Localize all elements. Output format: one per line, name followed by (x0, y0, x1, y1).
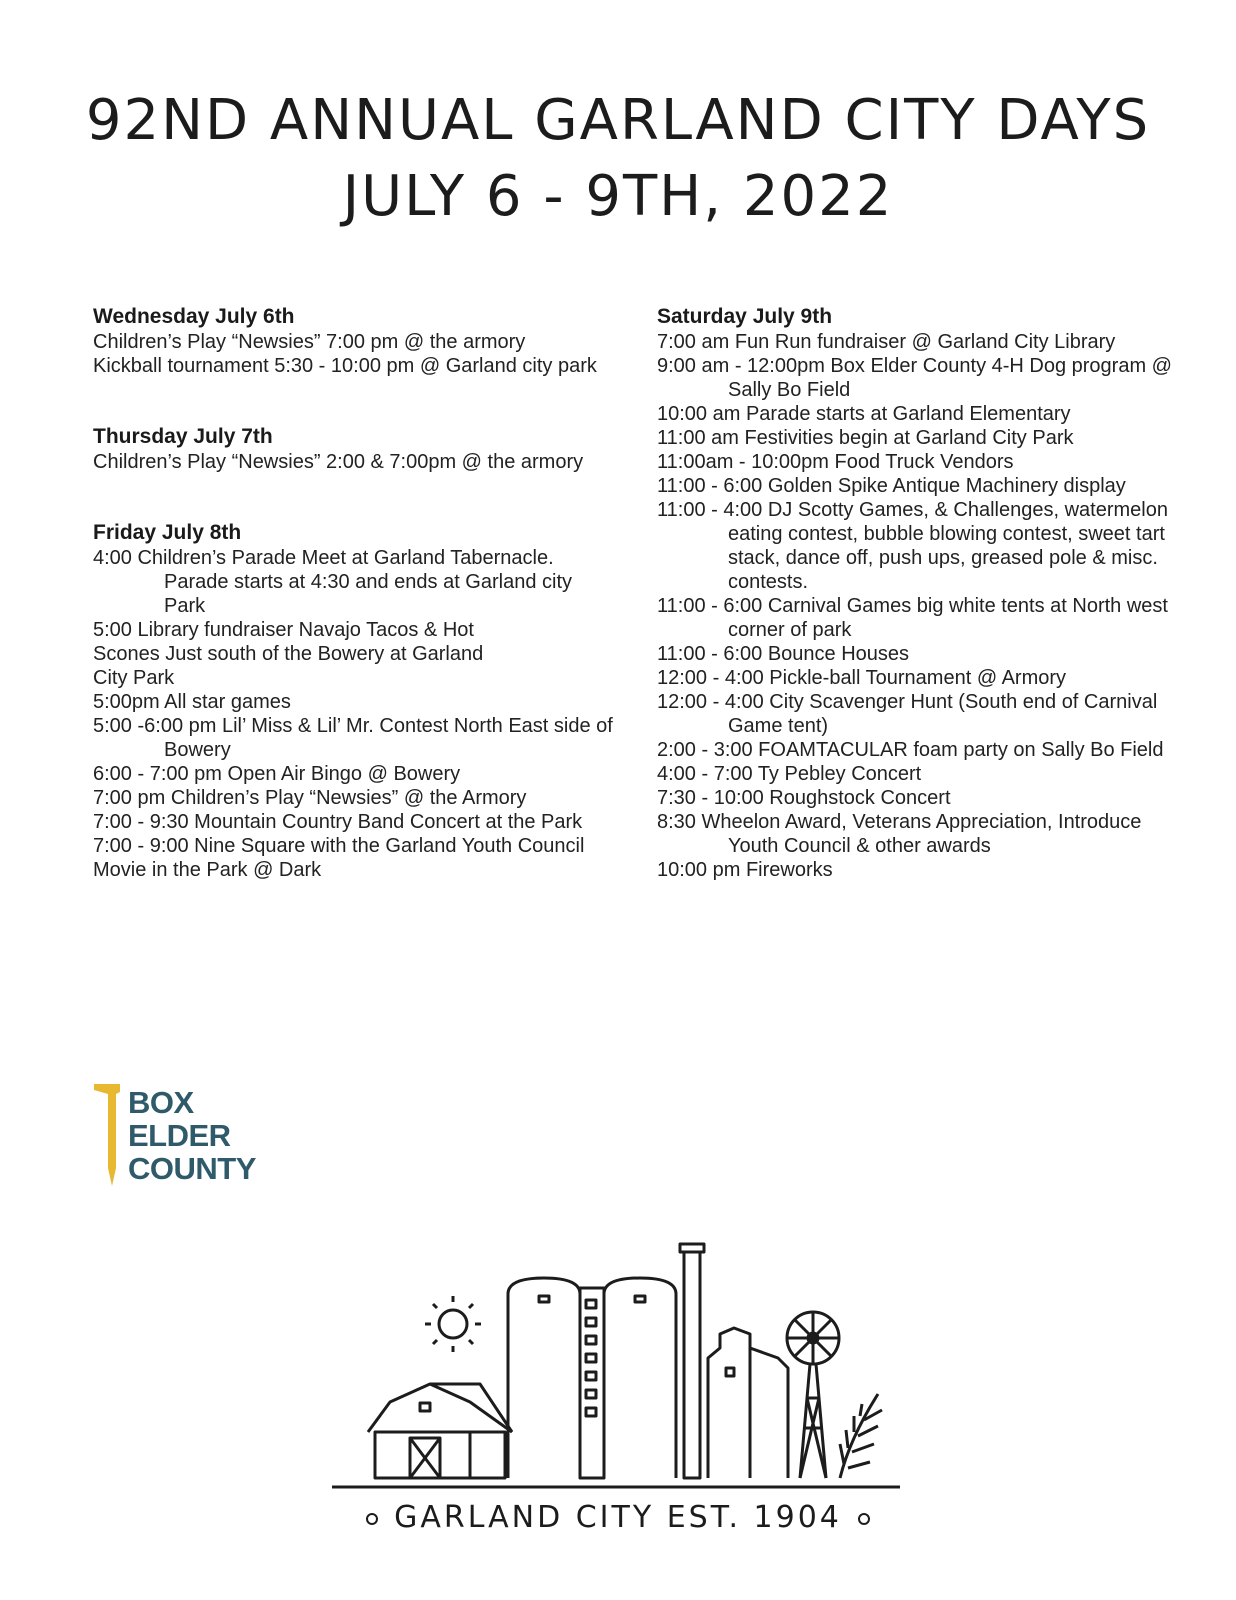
schedule-entry: 7:00 am Fun Run fundraiser @ Garland City Library (657, 331, 1116, 353)
day-heading: Thursday July 7th (93, 425, 273, 448)
schedule-entry: Movie in the Park @ Dark (93, 859, 322, 881)
logo-line: BOX (128, 1085, 194, 1120)
grain-elevator-icon (708, 1328, 788, 1478)
schedule-entry: 12:00 - 4:00 City Scavenger Hunt (South end of Carnival Game tent) (657, 691, 1158, 737)
schedule-entry: 11:00 am Festivities begin at Garland City Park (657, 427, 1074, 449)
schedule-entry: 5:00 -6:00 pm Lil’ Miss & Lil’ Mr. Contest North East side of Bowery (93, 715, 613, 761)
schedule-entry: 9:00 am - 12:00pm Box Elder County 4-H Dog program @ Sally Bo Field (657, 355, 1172, 401)
schedule-entry: 8:30 Wheelon Award, Veterans Appreciation, Introduce Youth Council & other awards (657, 811, 1142, 857)
schedule-entry: 7:30 - 10:00 Roughstock Concert (657, 787, 951, 809)
bullet-icon (366, 1513, 378, 1525)
schedule-right-column (657, 304, 1177, 928)
schedule-entry: 5:00 Library fundraiser Navajo Tacos & Hot Scones Just south of the Bowery at Garland City Park (93, 619, 484, 689)
day-heading: Wednesday July 6th (93, 305, 295, 328)
schedule-entry: 5:00pm All star games (93, 691, 291, 713)
bullet-icon (858, 1513, 870, 1525)
box-elder-county-logo (92, 1082, 292, 1192)
schedule-entry: 4:00 Children’s Parade Meet at Garland Tabernacle. Parade starts at 4:30 and ends at Garland city Park (93, 547, 573, 617)
barn-icon (368, 1384, 512, 1478)
schedule-entry: 11:00 - 6:00 Golden Spike Antique Machinery display (657, 475, 1126, 497)
sun-icon (425, 1296, 481, 1352)
schedule-entry: 7:00 pm Children’s Play “Newsies” @ the Armory (93, 787, 527, 809)
schedule-entry: 2:00 - 3:00 FOAMTACULAR foam party on Sally Bo Field (657, 739, 1164, 761)
windmill-icon (787, 1312, 839, 1478)
day-wednesday (93, 304, 613, 378)
schedule-entry: Children’s Play “Newsies” 7:00 pm @ the armory (93, 331, 526, 353)
logo-line: ELDER (128, 1118, 231, 1153)
footer-tagline (0, 1500, 1236, 1535)
page-title: 92ND ANNUAL GARLAND CITY DAYS (85, 88, 1151, 153)
farm-skyline-illustration (330, 1238, 910, 1500)
schedule-entry: 6:00 - 7:00 pm Open Air Bingo @ Bowery (93, 763, 461, 785)
schedule-entry: Children’s Play “Newsies” 2:00 & 7:00pm @ the armory (93, 451, 584, 473)
grain-silos-icon (508, 1278, 676, 1478)
footer-text: GARLAND CITY EST. 1904 (394, 1500, 842, 1535)
day-thursday (93, 424, 613, 474)
golden-spike-icon (92, 1082, 128, 1192)
schedule-entry: 11:00 - 4:00 DJ Scotty Games, & Challenges, watermelon eating contest, bubble blowing contest, sweet tart stack, dance off, push ups, greased pole & misc. contests. (657, 499, 1168, 593)
day-heading: Friday July 8th (93, 521, 242, 544)
logo-line: COUNTY (128, 1151, 256, 1186)
schedule-entry: 11:00am - 10:00pm Food Truck Vendors (657, 451, 1014, 473)
smokestack-icon (680, 1244, 704, 1478)
schedule-entry: 7:00 - 9:00 Nine Square with the Garland Youth Council (93, 835, 585, 857)
schedule-entry: Kickball tournament 5:30 - 10:00 pm @ Garland city park (93, 355, 597, 377)
wheat-icon (840, 1394, 882, 1478)
schedule-entry: 10:00 pm Fireworks (657, 859, 833, 881)
schedule-left-column (93, 304, 613, 928)
day-saturday (657, 304, 1177, 882)
schedule-entry: 11:00 - 6:00 Bounce Houses (657, 643, 910, 665)
schedule-entry: 12:00 - 4:00 Pickle-ball Tournament @ Armory (657, 667, 1067, 689)
schedule-entry: 10:00 am Parade starts at Garland Elementary (657, 403, 1071, 425)
schedule-entry: 4:00 - 7:00 Ty Pebley Concert (657, 763, 922, 785)
day-friday (93, 520, 613, 882)
day-heading: Saturday July 9th (657, 305, 833, 328)
schedule-entry: 7:00 - 9:30 Mountain Country Band Concert at the Park (93, 811, 583, 833)
event-dates: JULY 6 - 9TH, 2022 (342, 164, 894, 229)
logo-wordmark (128, 1086, 256, 1185)
schedule-entry: 11:00 - 6:00 Carnival Games big white tents at North west corner of park (657, 595, 1168, 641)
